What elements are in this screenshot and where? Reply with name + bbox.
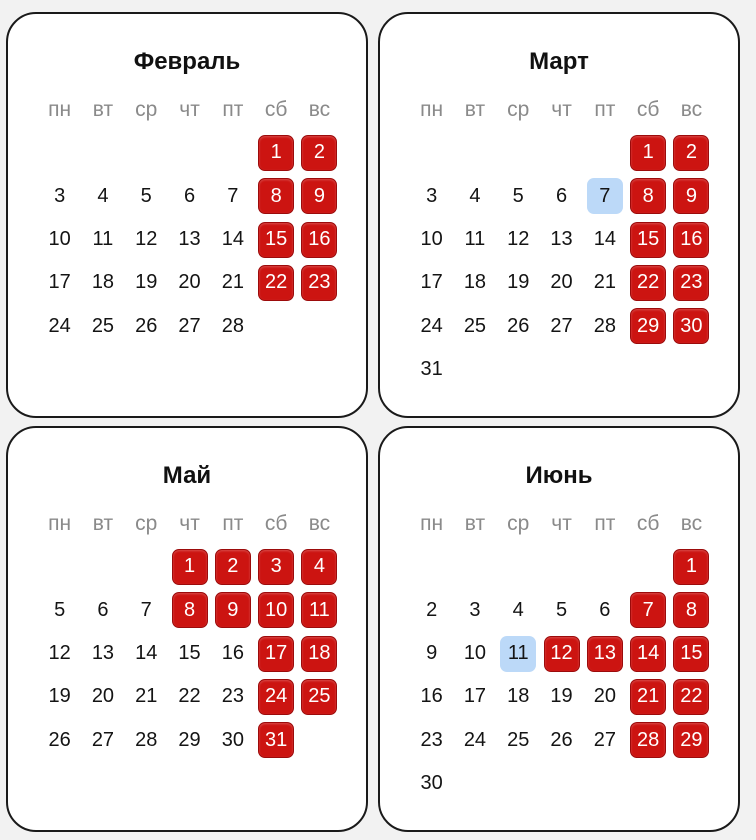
day-holiday [670, 632, 713, 675]
day-number: 28 [593, 314, 616, 337]
day-number: 8 [673, 592, 709, 628]
day-cell [410, 304, 453, 347]
day-number: 30 [673, 308, 709, 344]
weekday-header: сб [264, 511, 288, 535]
day-number: 30 [221, 728, 244, 751]
day-number: 7 [140, 598, 152, 621]
day-number: 3 [258, 549, 294, 585]
day-number: 10 [463, 642, 487, 665]
weekday-header: пн [48, 97, 72, 121]
day-number: 19 [550, 685, 573, 708]
day-holiday [626, 304, 669, 347]
weekday-header: ср [507, 511, 530, 535]
day-holiday [254, 261, 297, 304]
day-number: 14 [221, 228, 244, 251]
day-number: 28 [630, 722, 666, 758]
day-number: 13 [587, 636, 623, 672]
day-cell [540, 218, 583, 261]
day-holiday [254, 218, 297, 261]
day-number: 1 [172, 549, 208, 585]
month-card-february [6, 12, 368, 418]
day-number: 26 [507, 314, 530, 337]
day-cell [497, 718, 540, 761]
day-number: 12 [507, 228, 530, 251]
day-number: 15 [673, 636, 709, 672]
day-number: 25 [463, 314, 487, 337]
day-number: 11 [464, 228, 486, 251]
day-cell [497, 261, 540, 304]
month-title: Июнь [525, 462, 593, 489]
day-cell [410, 675, 453, 718]
day-number: 11 [92, 228, 114, 251]
day-holiday [670, 718, 713, 761]
empty-cell [125, 545, 168, 588]
day-number: 8 [258, 178, 294, 214]
day-number: 16 [420, 685, 443, 708]
day-cell [540, 304, 583, 347]
day-number: 16 [301, 222, 337, 258]
day-cell [125, 218, 168, 261]
day-cell [38, 675, 81, 718]
day-number: 20 [91, 685, 115, 708]
day-holiday [298, 632, 341, 675]
weekday-header: ср [135, 511, 158, 535]
day-cell [211, 718, 254, 761]
weekday-header: вс [308, 511, 331, 535]
day-cell [497, 589, 540, 632]
day-cell [168, 304, 211, 347]
day-cell [497, 304, 540, 347]
day-number: 17 [258, 636, 294, 672]
day-holiday [670, 175, 713, 218]
empty-cell [81, 545, 124, 588]
day-number: 2 [673, 135, 709, 171]
day-number: 6 [183, 184, 196, 207]
day-number: 20 [178, 271, 201, 294]
day-number: 29 [178, 728, 201, 751]
day-holiday [670, 675, 713, 718]
day-cell [497, 175, 540, 218]
day-number: 2 [301, 135, 337, 171]
day-cell [211, 218, 254, 261]
day-number: 10 [258, 592, 294, 628]
day-holiday [670, 589, 713, 632]
day-number: 6 [599, 598, 611, 621]
day-cell [410, 348, 453, 391]
day-holiday [626, 261, 669, 304]
day-cell [38, 175, 81, 218]
day-holiday [626, 131, 669, 174]
weekday-header: пн [48, 511, 72, 535]
day-number: 19 [507, 271, 530, 294]
day-holiday [626, 675, 669, 718]
weekday-header: сб [636, 511, 660, 535]
day-holiday [626, 718, 669, 761]
day-number: 13 [91, 642, 115, 665]
day-holiday [254, 632, 297, 675]
day-number: 14 [135, 642, 158, 665]
day-number: 16 [673, 222, 709, 258]
day-number: 10 [420, 228, 443, 251]
weekday-header: вт [464, 97, 486, 121]
day-cell [583, 218, 626, 261]
day-short [583, 175, 626, 218]
day-cell [453, 175, 496, 218]
day-number: 10 [48, 228, 71, 251]
day-number: 12 [544, 636, 580, 672]
day-number: 17 [48, 271, 71, 294]
empty-cell [410, 131, 453, 174]
day-number: 21 [593, 271, 616, 294]
day-cell [81, 304, 124, 347]
weekday-header: чт [551, 511, 572, 535]
empty-cell [38, 131, 81, 174]
day-holiday [583, 632, 626, 675]
day-number: 12 [135, 228, 158, 251]
day-number: 1 [258, 135, 294, 171]
day-number: 15 [630, 222, 666, 258]
day-cell [410, 589, 453, 632]
day-cell [453, 304, 496, 347]
day-number: 28 [221, 314, 244, 337]
day-number: 29 [630, 308, 666, 344]
day-cell [453, 589, 496, 632]
day-number: 27 [91, 728, 115, 751]
day-cell [38, 261, 81, 304]
day-cell [453, 218, 496, 261]
day-cell [168, 632, 211, 675]
weekday-header: пт [222, 511, 244, 535]
day-cell [125, 718, 168, 761]
day-number: 24 [258, 679, 294, 715]
day-number: 24 [463, 728, 487, 751]
day-number: 4 [97, 184, 109, 207]
day-number: 8 [630, 178, 666, 214]
day-number: 18 [301, 636, 337, 672]
day-number: 3 [469, 598, 481, 621]
day-cell [168, 261, 211, 304]
weekday-header: вс [680, 511, 703, 535]
weekday-header: вт [464, 511, 486, 535]
day-number: 20 [593, 685, 616, 708]
weekday-header: пт [594, 97, 616, 121]
month-card-june [378, 426, 740, 832]
empty-cell [497, 545, 540, 588]
weekday-header: вт [92, 97, 114, 121]
empty-cell [453, 131, 496, 174]
day-holiday [298, 675, 341, 718]
day-cell [540, 261, 583, 304]
day-number: 25 [91, 314, 115, 337]
weekday-header: ср [135, 97, 158, 121]
day-cell [410, 632, 453, 675]
day-number: 31 [258, 722, 294, 758]
day-number: 22 [630, 265, 666, 301]
weekday-header: пт [594, 511, 616, 535]
day-holiday [211, 589, 254, 632]
day-number: 5 [54, 598, 66, 621]
day-number: 5 [555, 598, 568, 621]
day-cell [410, 762, 453, 805]
day-cell [540, 175, 583, 218]
day-number: 22 [178, 685, 201, 708]
day-number: 29 [673, 722, 709, 758]
day-number: 21 [221, 271, 244, 294]
day-cell [38, 718, 81, 761]
empty-cell [38, 545, 81, 588]
day-cell [583, 589, 626, 632]
day-number: 27 [178, 314, 201, 337]
day-number: 14 [593, 228, 616, 251]
day-number: 21 [135, 685, 158, 708]
day-number: 12 [48, 642, 71, 665]
day-number: 6 [555, 184, 568, 207]
day-number: 8 [172, 592, 208, 628]
day-holiday [254, 545, 297, 588]
day-cell [410, 218, 453, 261]
day-number: 24 [48, 314, 71, 337]
day-cell [125, 632, 168, 675]
day-holiday [670, 218, 713, 261]
day-number: 31 [420, 357, 443, 380]
day-holiday [670, 261, 713, 304]
day-holiday [254, 589, 297, 632]
day-holiday [298, 218, 341, 261]
weekday-header: чт [179, 511, 200, 535]
day-number: 2 [426, 598, 438, 621]
day-number: 27 [550, 314, 573, 337]
day-number: 24 [420, 314, 443, 337]
day-number: 19 [135, 271, 158, 294]
day-number: 22 [258, 265, 294, 301]
month-title: Февраль [133, 48, 241, 75]
day-number: 9 [301, 178, 337, 214]
day-cell [540, 589, 583, 632]
empty-cell [583, 545, 626, 588]
day-holiday [298, 261, 341, 304]
day-number: 15 [178, 642, 201, 665]
day-cell [583, 261, 626, 304]
day-number: 26 [135, 314, 158, 337]
day-cell [410, 261, 453, 304]
day-cell [38, 304, 81, 347]
empty-cell [410, 545, 453, 588]
calendar-grid [38, 88, 341, 348]
weekday-header: вт [92, 511, 114, 535]
day-cell [211, 632, 254, 675]
month-card-may [6, 426, 368, 832]
empty-cell [583, 131, 626, 174]
day-number: 9 [215, 592, 251, 628]
day-cell [38, 632, 81, 675]
empty-cell [125, 131, 168, 174]
day-cell [125, 589, 168, 632]
day-number: 27 [593, 728, 616, 751]
day-cell [410, 718, 453, 761]
month-card-march [378, 12, 740, 418]
day-cell [168, 218, 211, 261]
day-cell [211, 261, 254, 304]
day-number: 7 [587, 178, 623, 214]
day-number: 1 [673, 549, 709, 585]
day-holiday [670, 304, 713, 347]
day-holiday [298, 131, 341, 174]
day-number: 13 [550, 228, 573, 251]
empty-cell [540, 131, 583, 174]
day-cell [497, 218, 540, 261]
day-number: 19 [48, 685, 71, 708]
day-holiday [626, 632, 669, 675]
day-number: 22 [673, 679, 709, 715]
day-number: 23 [420, 728, 443, 751]
day-cell [81, 718, 124, 761]
calendar-grid [410, 88, 713, 391]
day-number: 4 [301, 549, 337, 585]
day-holiday [168, 589, 211, 632]
weekday-header: чт [179, 97, 200, 121]
day-number: 26 [48, 728, 71, 751]
empty-cell [81, 131, 124, 174]
calendar-grid [410, 502, 713, 805]
day-number: 3 [54, 184, 66, 207]
day-cell [125, 261, 168, 304]
weekday-header: ср [507, 97, 530, 121]
empty-cell [211, 131, 254, 174]
day-number: 25 [301, 679, 337, 715]
calendar-grid [38, 502, 341, 762]
day-cell [81, 632, 124, 675]
day-number: 30 [420, 771, 443, 794]
day-short [497, 632, 540, 675]
day-holiday [298, 175, 341, 218]
day-cell [81, 675, 124, 718]
day-cell [453, 675, 496, 718]
day-cell [168, 175, 211, 218]
day-holiday [626, 589, 669, 632]
day-cell [211, 304, 254, 347]
day-number: 4 [469, 184, 481, 207]
day-cell [453, 261, 496, 304]
day-holiday [670, 545, 713, 588]
day-number: 2 [215, 549, 251, 585]
day-cell [38, 589, 81, 632]
day-number: 6 [97, 598, 109, 621]
day-number: 23 [301, 265, 337, 301]
day-holiday [626, 175, 669, 218]
day-number: 7 [227, 184, 239, 207]
month-title: Май [162, 462, 212, 489]
day-number: 23 [673, 265, 709, 301]
empty-cell [453, 545, 496, 588]
day-number: 18 [507, 685, 530, 708]
day-number: 21 [630, 679, 666, 715]
day-holiday [254, 718, 297, 761]
empty-cell [497, 131, 540, 174]
day-number: 13 [178, 228, 201, 251]
day-cell [540, 675, 583, 718]
day-cell [583, 718, 626, 761]
day-cell [81, 218, 124, 261]
empty-cell [168, 131, 211, 174]
day-cell [81, 589, 124, 632]
day-holiday [254, 175, 297, 218]
day-holiday [254, 131, 297, 174]
weekday-header: чт [551, 97, 572, 121]
day-number: 20 [550, 271, 573, 294]
day-cell [81, 261, 124, 304]
day-cell [583, 304, 626, 347]
weekday-header: вс [680, 97, 703, 121]
day-cell [410, 175, 453, 218]
day-number: 1 [630, 135, 666, 171]
day-holiday [540, 632, 583, 675]
weekday-header: сб [636, 97, 660, 121]
day-cell [540, 718, 583, 761]
empty-cell [540, 545, 583, 588]
day-number: 17 [420, 271, 443, 294]
day-number: 26 [550, 728, 573, 751]
day-holiday [254, 675, 297, 718]
day-cell [38, 218, 81, 261]
weekday-header: сб [264, 97, 288, 121]
day-cell [211, 175, 254, 218]
weekday-header: вс [308, 97, 331, 121]
day-cell [81, 175, 124, 218]
day-number: 5 [140, 184, 152, 207]
day-holiday [168, 545, 211, 588]
day-number: 11 [500, 636, 536, 672]
weekday-header: пт [222, 97, 244, 121]
day-number: 4 [512, 598, 524, 621]
day-cell [125, 675, 168, 718]
day-number: 7 [630, 592, 666, 628]
day-number: 16 [221, 642, 244, 665]
day-number: 28 [135, 728, 158, 751]
day-cell [125, 175, 168, 218]
day-number: 17 [463, 685, 487, 708]
day-number: 3 [426, 184, 438, 207]
day-number: 25 [507, 728, 530, 751]
day-cell [211, 675, 254, 718]
day-cell [453, 718, 496, 761]
day-cell [583, 675, 626, 718]
day-number: 23 [221, 685, 244, 708]
empty-cell [626, 545, 669, 588]
day-cell [497, 675, 540, 718]
day-number: 15 [258, 222, 294, 258]
day-holiday [670, 131, 713, 174]
day-number: 9 [673, 178, 709, 214]
month-title: Март [529, 48, 589, 75]
day-cell [168, 718, 211, 761]
day-holiday [626, 218, 669, 261]
day-cell [453, 632, 496, 675]
day-number: 9 [426, 642, 438, 665]
day-number: 14 [630, 636, 666, 672]
day-holiday [298, 589, 341, 632]
day-number: 18 [91, 271, 115, 294]
day-holiday [298, 545, 341, 588]
day-number: 18 [463, 271, 487, 294]
weekday-header: пн [420, 97, 444, 121]
weekday-header: пн [420, 511, 444, 535]
day-number: 5 [512, 184, 524, 207]
day-number: 11 [301, 592, 337, 628]
day-holiday [211, 545, 254, 588]
day-cell [125, 304, 168, 347]
day-cell [168, 675, 211, 718]
